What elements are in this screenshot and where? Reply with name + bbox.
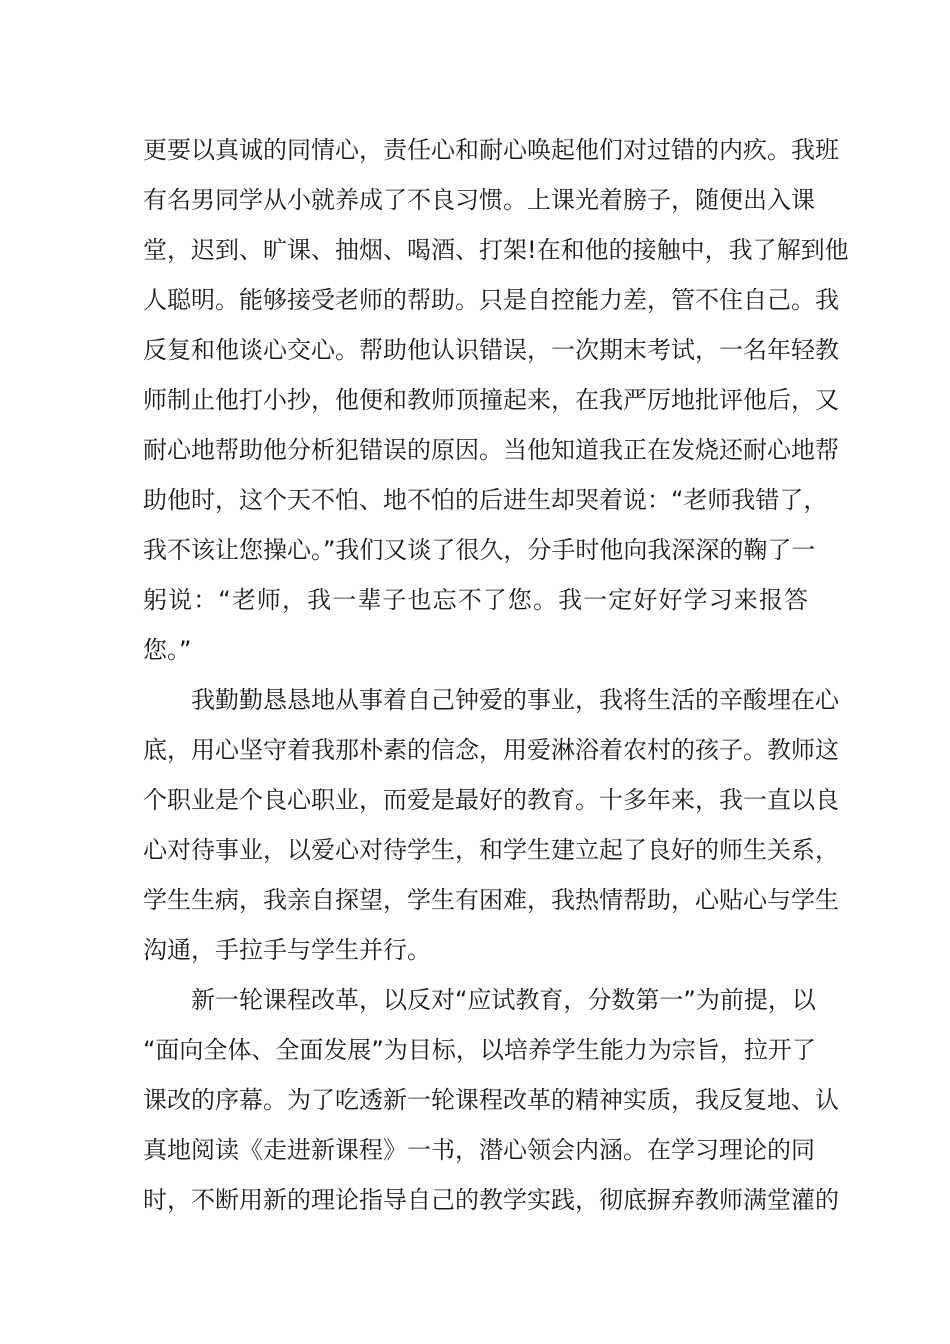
paragraph-first-line: 新一轮课程改革，以反对“应试教育，分数第一”为前提，以 [191, 986, 816, 1014]
text-line: 心对待事业，以爱心对待学生，和学生建立起了良好的师生关系， [143, 836, 839, 864]
text-line: 人聪明。能够接受老师的帮助。只是自控能力差，管不住自己。我 [143, 286, 839, 314]
text-line: 学生生病，我亲自探望，学生有困难，我热情帮助，心贴心与学生 [143, 886, 839, 914]
text-line: 您。” [143, 636, 192, 664]
text-line: 沟通，手拉手与学生并行。 [143, 936, 431, 964]
text-line: “面向全体、全面发展”为目标，以培养学生能力为宗旨，拉开了 [143, 1036, 816, 1064]
text-line: 我不该让您操心。”我们又谈了很久，分手时他向我深深的鞠了一 [143, 536, 816, 564]
text-line: 真地阅读《走进新课程》一书，潜心领会内涵。在学习理论的同 [143, 1136, 815, 1164]
text-line: 堂，迟到、旷课、抽烟、喝酒、打架!在和他的接触中，我了解到他 [143, 236, 849, 264]
text-line: 耐心地帮助他分析犯错误的原因。当他知道我正在发烧还耐心地帮 [143, 436, 839, 464]
text-line: 躬说：“老师，我一辈子也忘不了您。我一定好好学习来报答 [143, 586, 808, 614]
text-line: 更要以真诚的同情心，责任心和耐心唤起他们对过错的内疚。我班 [143, 136, 839, 164]
text-line: 时，不断用新的理论指导自己的教学实践，彻底摒弃教师满堂灌的 [143, 1186, 839, 1214]
text-line: 师制止他打小抄，他便和教师顶撞起来，在我严厉地批评他后，又 [143, 386, 839, 414]
text-line: 助他时，这个天不怕、地不怕的后进生却哭着说：“老师我错了， [143, 486, 828, 514]
text-line: 底，用心坚守着我那朴素的信念，用爱淋浴着农村的孩子。教师这 [143, 736, 839, 764]
paragraph-first-line: 我勤勤恳恳地从事着自己钟爱的事业，我将生活的辛酸埋在心 [191, 686, 839, 714]
text-line: 课改的序幕。为了吃透新一轮课程改革的精神实质，我反复地、认 [143, 1086, 839, 1114]
text-line: 反复和他谈心交心。帮助他认识错误，一次期末考试，一名年轻教 [143, 336, 839, 364]
text-line: 有名男同学从小就养成了不良习惯。上课光着膀子，随便出入课 [143, 186, 815, 214]
text-line: 个职业是个良心职业，而爱是最好的教育。十多年来，我一直以良 [143, 786, 839, 814]
